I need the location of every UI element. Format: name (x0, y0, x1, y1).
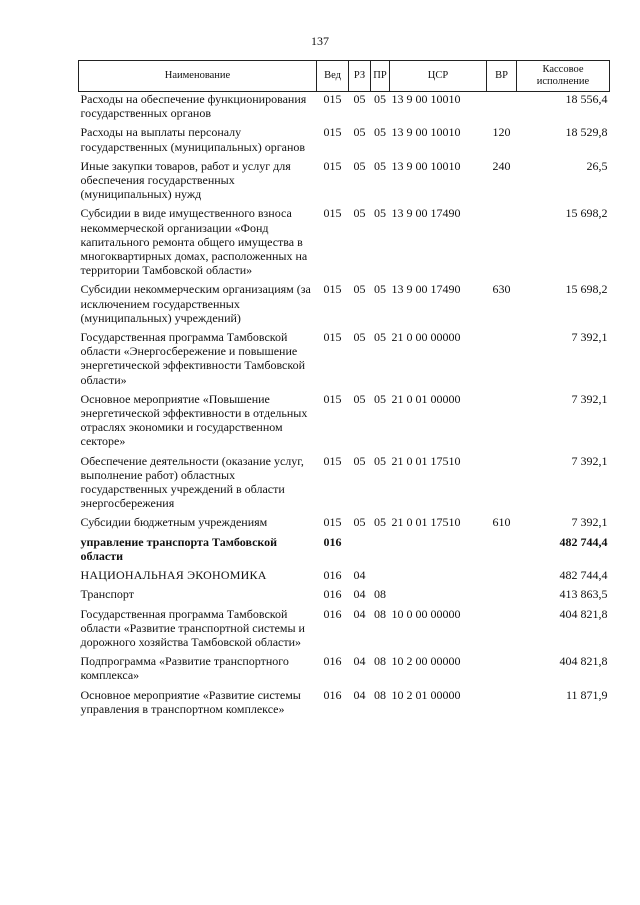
row-csr: 10 0 00 00000 (391, 606, 461, 621)
table-row (79, 535, 610, 568)
row-ved: 016 (323, 687, 342, 702)
row-csr: 13 9 00 10010 (391, 158, 461, 173)
row-csr: 10 2 00 00000 (391, 654, 461, 669)
table-row (79, 125, 610, 158)
row-rz (349, 535, 371, 568)
row-rz: 05 (353, 92, 366, 106)
row-vr (487, 688, 517, 721)
row-rz: 05 (353, 206, 366, 221)
table-row (79, 206, 610, 282)
row-csr: 21 0 01 00000 (391, 391, 461, 406)
row-pr: 08 (374, 654, 386, 669)
row-rz: 04 (353, 687, 366, 702)
header-name: Наименование (79, 61, 317, 92)
table-row (79, 159, 610, 207)
page-number: 137 (311, 34, 329, 48)
row-name: Государственная программа Тамбовской области «Энергосбережение и повышение энергетической эффективности Тамбовской области» (80, 330, 306, 387)
row-amount: 7 392,1 (571, 515, 608, 530)
row-ved: 016 (323, 654, 342, 669)
row-vr (487, 654, 517, 687)
table-row (79, 654, 610, 687)
row-name: Обеспечение деятельности (оказание услуг, выполнение работ) областных государственных учреждений в области энергосбережения (80, 453, 304, 511)
row-vr (487, 92, 517, 126)
table-header-row (79, 61, 610, 92)
row-amount: 18 556,4 (565, 92, 608, 106)
row-ved: 015 (323, 515, 342, 530)
row-name: Иные закупки товаров, работ и услуг для обеспечения государственных (муниципальных) нужд (80, 158, 291, 202)
row-rz: 05 (353, 391, 366, 406)
header-rz: РЗ (349, 61, 371, 92)
header-ved: Вед (317, 61, 349, 92)
row-csr (390, 587, 487, 606)
row-rz: 04 (353, 654, 366, 669)
row-name: Субсидии в виде имущественного взноса некоммерческой организации «Фонд капитального ремонта общего имущества в многоквартирных домах, расположенных на территории Тамбовской области» (80, 206, 308, 278)
row-pr (371, 568, 390, 587)
row-rz: 05 (353, 515, 366, 530)
header-csr: ЦСР (390, 61, 487, 92)
table-row (79, 587, 610, 606)
row-csr: 13 9 00 17490 (391, 206, 461, 221)
row-vr (487, 535, 517, 568)
row-name: Подпрограмма «Развитие транспортного комплекса» (80, 654, 289, 683)
row-name: Расходы на обеспечение функционирования государственных органов (80, 92, 307, 121)
table-row (79, 515, 610, 534)
row-csr: 21 0 01 17510 (391, 453, 461, 468)
row-name: Транспорт (80, 587, 134, 602)
row-ved: 015 (323, 391, 342, 406)
table-row (79, 92, 610, 126)
table-row (79, 568, 610, 587)
row-pr: 05 (374, 282, 386, 297)
row-ved: 015 (323, 453, 342, 468)
row-name: Субсидии некоммерческим организациям (за исключением государственных (муниципальных) учреждений) (80, 282, 311, 325)
row-csr (390, 568, 487, 587)
header-amount: Кассовое исполнение (517, 61, 610, 92)
row-pr: 08 (374, 606, 386, 621)
row-name: Субсидии бюджетным учреждениям (80, 515, 268, 530)
row-ved: 016 (323, 568, 342, 583)
table-row (79, 392, 610, 454)
row-csr (390, 535, 487, 568)
row-pr: 05 (374, 515, 386, 530)
row-vr (487, 587, 517, 606)
row-vr (487, 392, 517, 454)
row-ved: 015 (323, 125, 342, 140)
row-rz: 05 (353, 330, 366, 345)
row-csr: 21 0 01 17510 (391, 515, 461, 530)
row-vr: 610 (492, 515, 511, 530)
row-ved: 015 (323, 92, 342, 106)
table-row (79, 330, 610, 392)
row-amount: 15 698,2 (565, 282, 608, 297)
row-name: Государственная программа Тамбовской области «Развитие транспортной системы и дорожного хозяйства Тамбовской области» (80, 606, 305, 649)
table-row (79, 688, 610, 721)
row-amount: 7 392,1 (571, 330, 608, 345)
row-vr (487, 607, 517, 655)
row-ved: 016 (323, 534, 342, 549)
row-amount: 482 744,4 (559, 568, 608, 583)
row-name: управление транспорта Тамбовской области (80, 534, 278, 563)
row-ved: 015 (323, 158, 342, 173)
row-vr: 240 (492, 158, 511, 173)
row-amount: 18 529,8 (565, 125, 608, 140)
row-rz: 04 (353, 606, 366, 621)
row-name: Основное мероприятие «Развитие системы управления в транспортном комплексе» (80, 687, 301, 716)
row-amount: 482 744,4 (559, 534, 608, 549)
row-rz: 05 (353, 158, 366, 173)
row-amount: 11 871,9 (565, 687, 608, 702)
row-pr: 05 (374, 206, 386, 221)
row-vr (487, 330, 517, 392)
row-csr: 13 9 00 10010 (391, 92, 461, 106)
row-vr (487, 568, 517, 587)
row-vr (487, 454, 517, 516)
row-pr: 05 (374, 330, 386, 345)
row-pr: 08 (374, 587, 386, 602)
table-row (79, 454, 610, 516)
row-amount: 26,5 (586, 158, 608, 173)
row-rz: 05 (353, 125, 366, 140)
row-ved: 015 (323, 282, 342, 297)
row-pr: 05 (374, 453, 386, 468)
table-row (79, 282, 610, 330)
row-ved: 015 (323, 206, 342, 221)
row-csr: 21 0 00 00000 (391, 330, 461, 345)
row-csr: 13 9 00 10010 (391, 125, 461, 140)
row-rz: 04 (353, 587, 366, 602)
row-name: Расходы на выплаты персоналу государственных (муниципальных) органов (80, 125, 306, 154)
row-pr (371, 535, 390, 568)
header-pr: ПР (371, 61, 390, 92)
row-pr: 05 (374, 391, 386, 406)
table-row (79, 607, 610, 655)
row-ved: 016 (323, 606, 342, 621)
row-pr: 05 (374, 92, 386, 106)
row-vr: 120 (492, 125, 511, 140)
row-vr (487, 206, 517, 282)
row-amount: 15 698,2 (565, 206, 608, 221)
row-amount: 404 821,8 (559, 606, 608, 621)
header-vr: ВР (487, 61, 517, 92)
row-rz: 05 (353, 453, 366, 468)
row-amount: 404 821,8 (559, 654, 608, 669)
row-amount: 7 392,1 (571, 453, 608, 468)
row-ved: 015 (323, 330, 342, 345)
row-amount: 413 863,5 (559, 587, 608, 602)
row-pr: 05 (374, 125, 386, 140)
row-pr: 05 (374, 158, 386, 173)
row-rz: 05 (353, 282, 366, 297)
row-csr: 13 9 00 17490 (391, 282, 461, 297)
budget-table (78, 60, 610, 721)
row-name: Основное мероприятие «Повышение энергетической эффективности в отдельных отраслях экономики и государственном секторе» (80, 391, 308, 449)
table-body (79, 92, 610, 721)
row-ved: 016 (323, 587, 342, 602)
row-pr: 08 (374, 687, 386, 702)
row-amount: 7 392,1 (571, 391, 608, 406)
row-rz: 04 (353, 568, 366, 583)
row-name: НАЦИОНАЛЬНАЯ ЭКОНОМИКА (80, 568, 267, 583)
row-vr: 630 (492, 282, 511, 297)
row-csr: 10 2 01 00000 (391, 687, 461, 702)
